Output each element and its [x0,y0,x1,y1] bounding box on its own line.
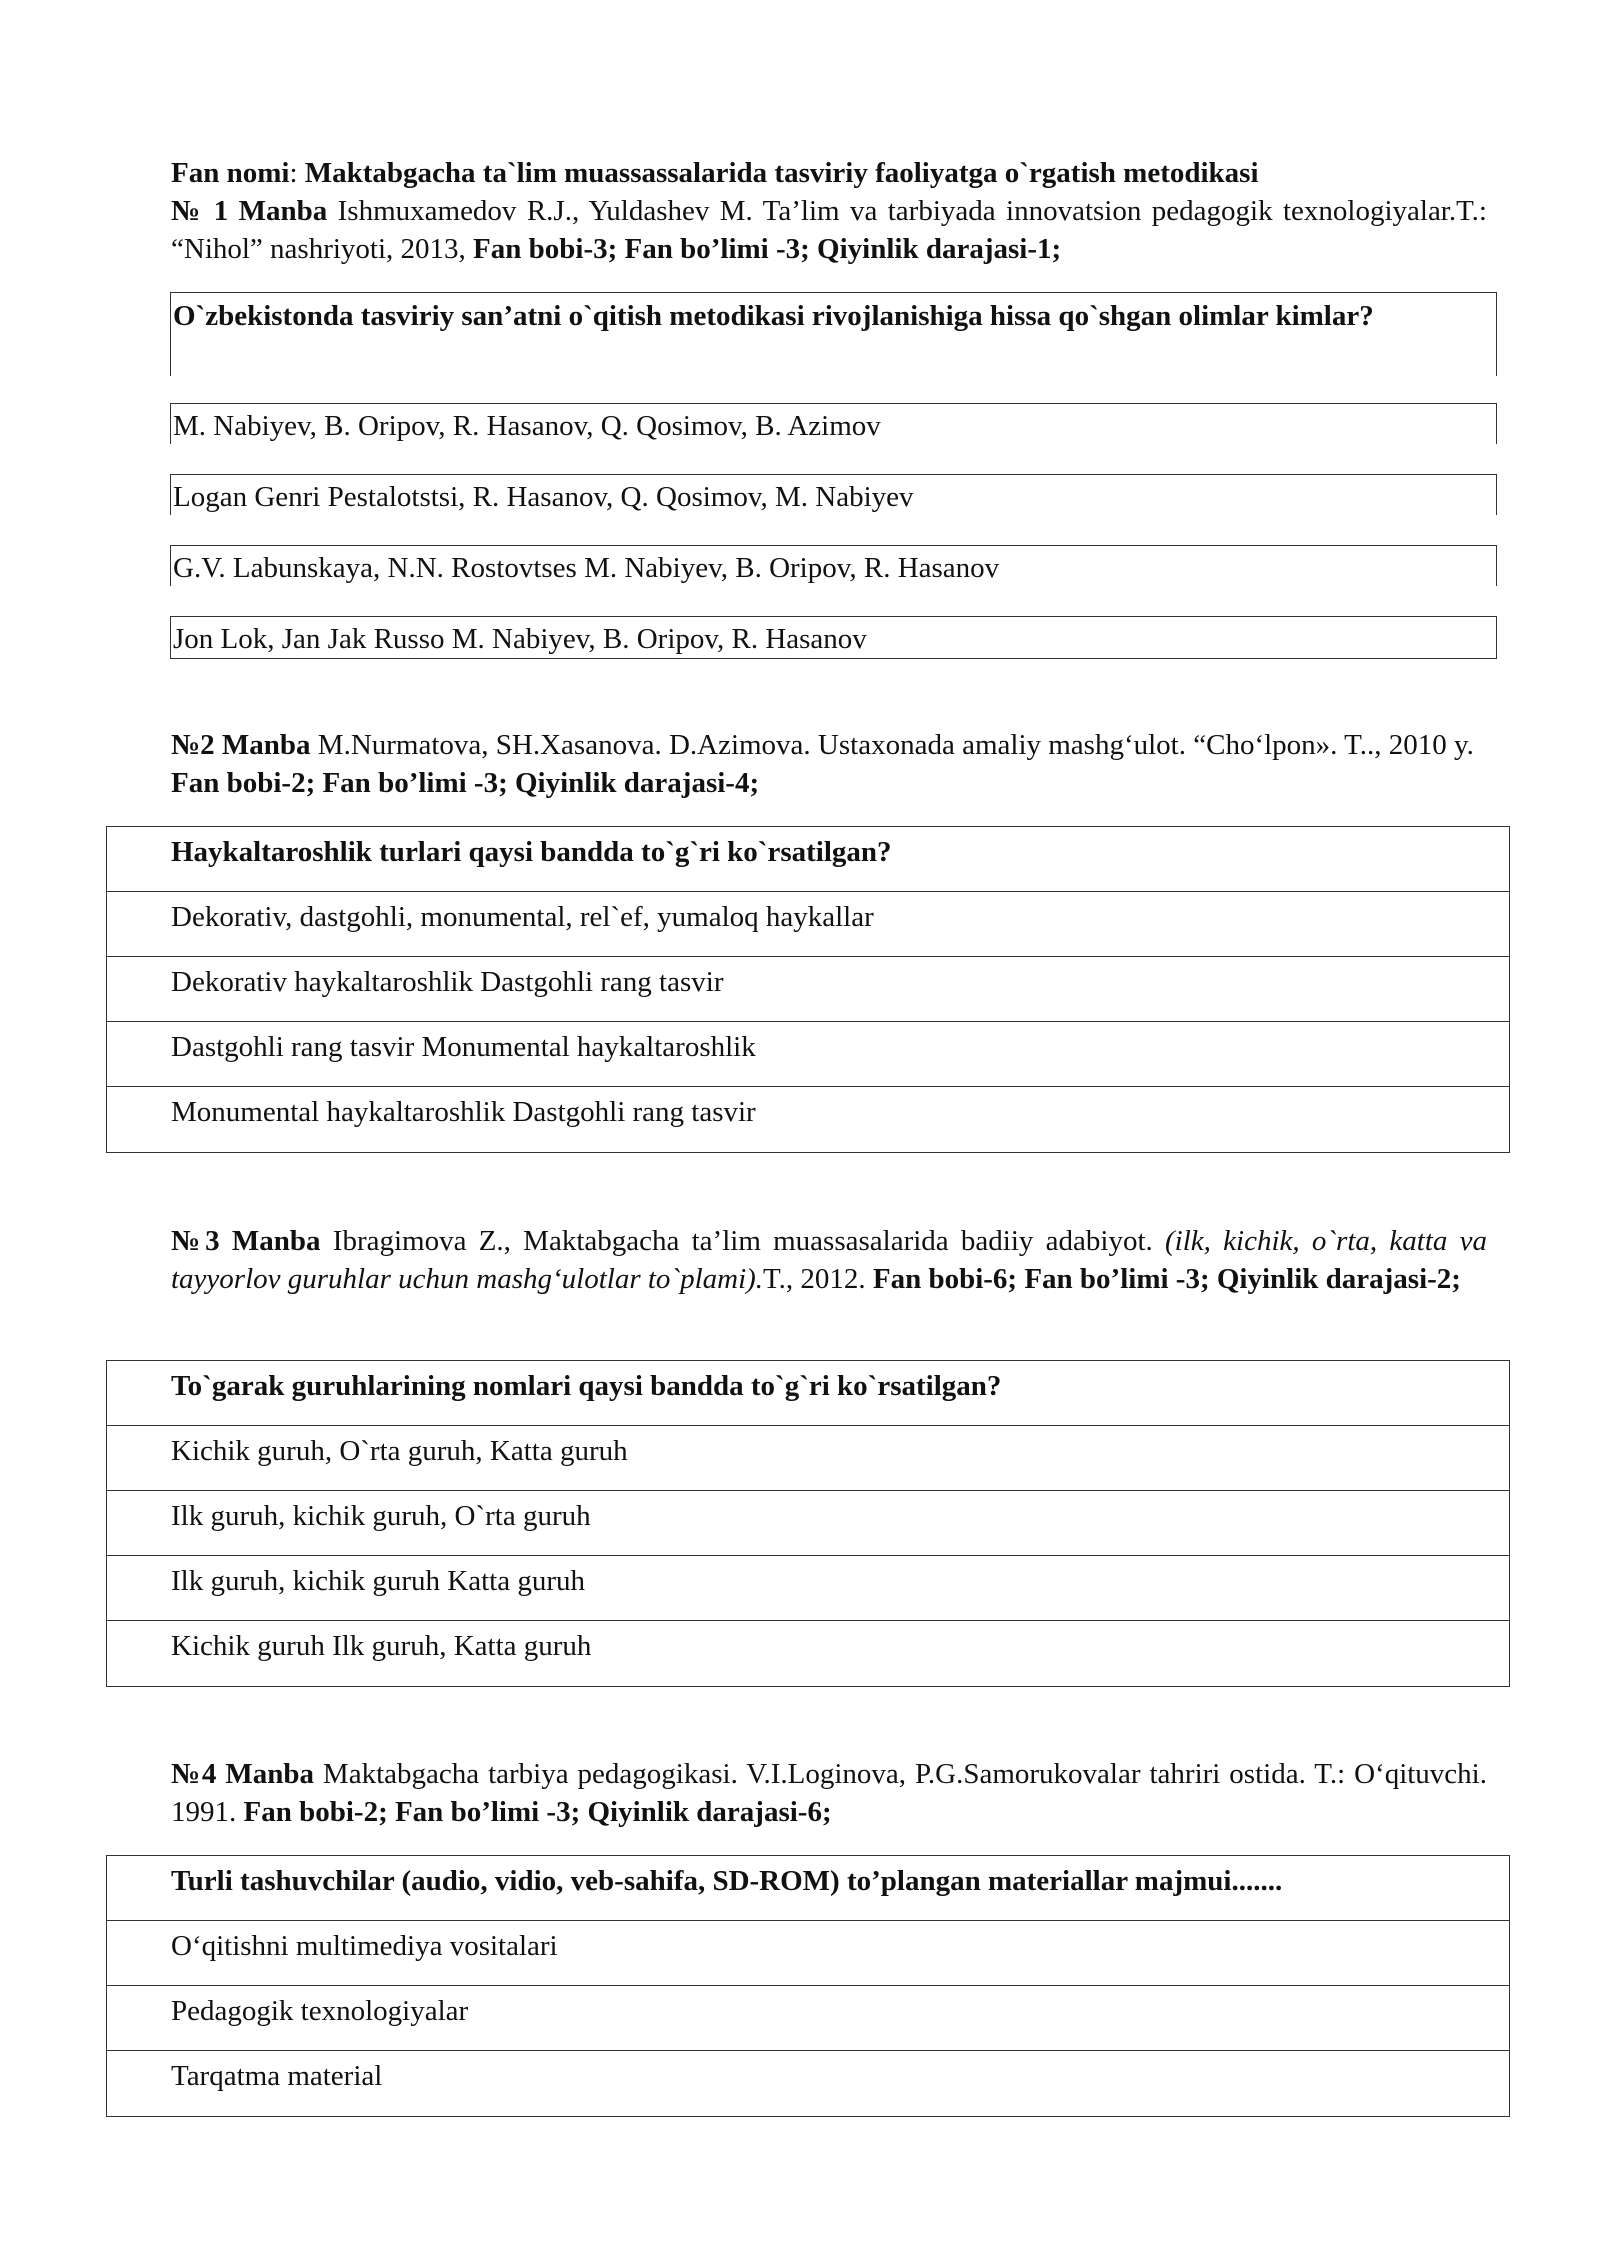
source-3-number: №3 Manba [171,1225,321,1257]
source-2-text: M.Nurmatova, SH.Xasanova. D.Azimova. Ustaxonada amaliy mashg‘ulot. “Cho‘lpon». T.., 2010 y. [310,729,1474,761]
source-3-citation [171,1222,1487,1298]
source-2-number: №2 Manba [171,729,311,761]
answer-text: Logan Genri Pestalotstsi, R. Hasanov, Q. Qosimov, M. Nabiyev [173,481,914,513]
source-3-text-2: T., 2012. [763,1263,873,1295]
answer-text: Jon Lok, Jan Jak Russo M. Nabiyev, B. Oripov, R. Hasanov [173,623,867,655]
subject-title: Maktabgacha ta`lim muassassalarida tasviriy faoliyatga o`rgatish metodikasi [304,157,1259,189]
question-1-answer-2 [170,474,1497,515]
question-1-text: O`zbekistonda tasviriy san’atni o`qitish metodikasi rivojlanishiga hissa qo`shgan olimlar kimlar? [173,300,1374,332]
source-4-citation [171,1755,1487,1831]
question-3-table [106,1360,1510,1687]
answer-text: Ilk guruh, kichik guruh Katta guruh [171,1565,585,1597]
answer-text: O‘qitishni multimediya vositalari [171,1930,558,1962]
answer-text: M. Nabiyev, B. Oripov, R. Hasanov, Q. Qosimov, B. Azimov [173,410,881,442]
question-4-table [106,1855,1510,2117]
question-4-text-row [107,1856,1509,1921]
question-3-text: To`garak guruhlarining nomlari qaysi bandda to`g`ri ko`rsatilgan? [171,1370,1002,1402]
question-4-answer-2 [107,1986,1509,2051]
answer-text: Monumental haykaltaroshlik Dastgohli rang tasvir [171,1096,756,1128]
question-3-answer-3 [107,1556,1509,1621]
source-1-meta: Fan bobi-3; Fan bo’limi -3; Qiyinlik darajasi-1; [473,233,1062,265]
question-1-answer-3 [170,545,1497,586]
source-2-meta: Fan bobi-2; Fan bo’limi -3; Qiyinlik darajasi-4; [171,767,760,799]
answer-text: G.V. Labunskaya, N.N. Rostovtses M. Nabiyev, B. Oripov, R. Hasanov [173,552,1000,584]
source-4-number: №4 Manba [171,1758,314,1790]
answer-text: Dekorativ haykaltaroshlik Dastgohli rang tasvir [171,966,724,998]
answer-text: Kichik guruh Ilk guruh, Katta guruh [171,1630,592,1662]
question-3-answer-4 [107,1621,1509,1686]
question-2-answer-1 [107,892,1509,957]
subject-separator: : [289,157,305,189]
question-2-table [106,826,1510,1153]
question-3-answer-2 [107,1491,1509,1556]
question-4-answer-3 [107,2051,1509,2116]
question-4-answer-1 [107,1921,1509,1986]
question-2-answer-2 [107,957,1509,1022]
question-2-text-row [107,827,1509,892]
question-1-box [170,292,1497,376]
source-1-citation [171,192,1487,268]
source-3-text: Ibragimova Z., Maktabgacha ta’lim muassasalarida badiiy adabiyot. [320,1225,1166,1257]
source-4-text: Maktabgacha tarbiya pedagogikasi. V.I.Loginova, P.G.Samorukovalar tahriri ostida. T.: O‘qituvchi. 1991. [171,1758,1487,1828]
question-2-answer-4 [107,1087,1509,1152]
subject-title-line [171,154,1487,192]
question-1-answer-1 [170,403,1497,444]
source-4-meta: Fan bobi-2; Fan bo’limi -3; Qiyinlik darajasi-6; [243,1796,832,1828]
question-4-text: Turli tashuvchilar (audio, vidio, veb-sahifa, SD-ROM) to’plangan materiallar majmui....... [171,1865,1283,1897]
answer-text: Ilk guruh, kichik guruh, O`rta guruh [171,1500,591,1532]
question-2-answer-3 [107,1022,1509,1087]
answer-text: Kichik guruh, O`rta guruh, Katta guruh [171,1435,628,1467]
answer-text: Pedagogik texnologiyalar [171,1995,469,2027]
source-1-text: Ishmuxamedov R.J., Yuldashev M. Ta’lim va tarbiyada innovatsion pedagogik texnologiyalar.T.: “Nihol” nashriyoti, 2013, [171,195,1487,265]
source-3-meta: Fan bobi-6; Fan bo’limi -3; Qiyinlik darajasi-2; [872,1263,1461,1295]
source-3-italic: (ilk, kichik, o`rta, katta va tayyorlov guruhlar uchun mashg‘ulotlar to`plami). [171,1225,1487,1295]
question-3-text-row [107,1361,1509,1426]
answer-text: Dekorativ, dastgohli, monumental, rel`ef, yumaloq haykallar [171,901,874,933]
answer-text: Tarqatma material [171,2060,383,2092]
source-2-citation [171,726,1487,802]
source-1-number: № 1 Manba [171,195,328,227]
answer-text: Dastgohli rang tasvir Monumental haykaltaroshlik [171,1031,756,1063]
question-3-answer-1 [107,1426,1509,1491]
subject-label: Fan nomi [171,157,290,189]
question-2-text: Haykaltaroshlik turlari qaysi bandda to`g`ri ko`rsatilgan? [171,836,892,868]
question-1-answer-4 [170,616,1497,659]
